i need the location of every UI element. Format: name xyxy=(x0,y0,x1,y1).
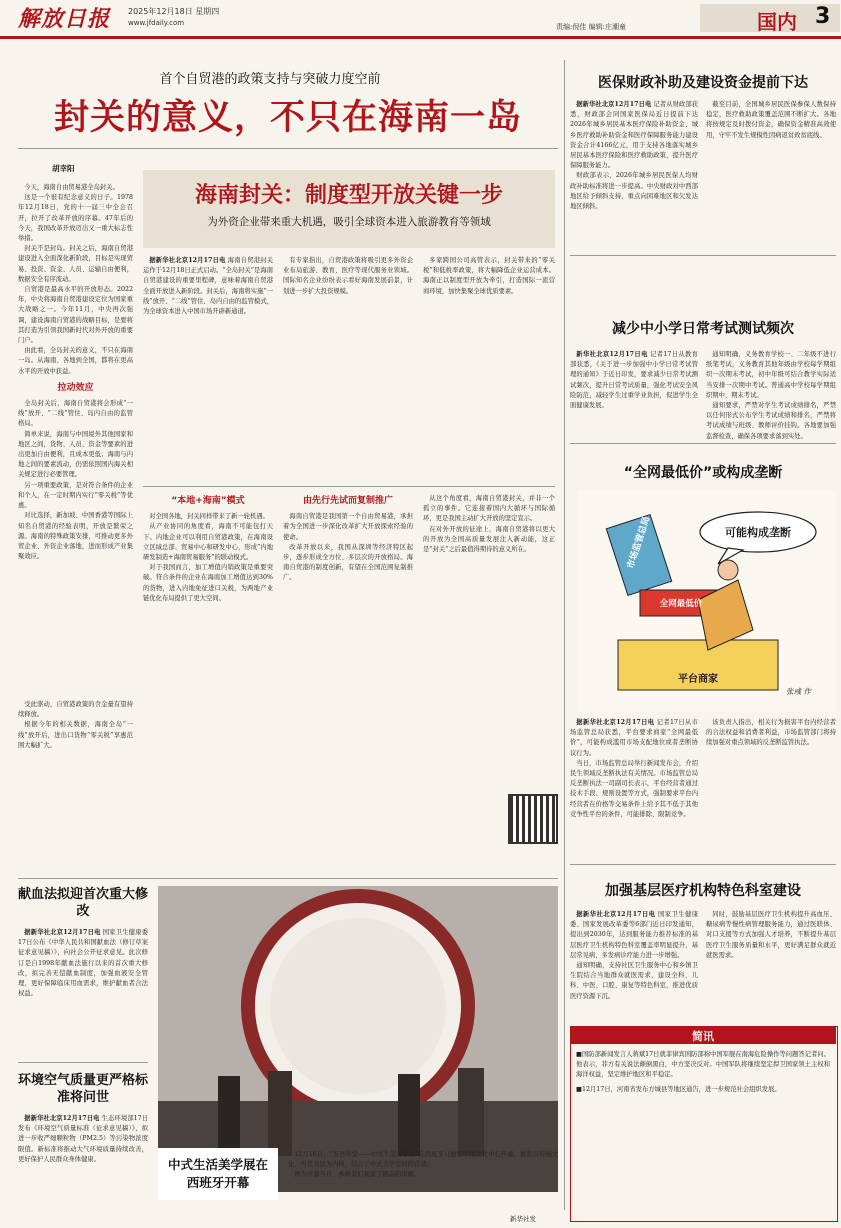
exam-text: 记者17日从教育部获悉，《关于进一步加强中小学日常考试管理的通知》于近日印发，要求减少日常考试测试频次，提升日常考试质量，强化考试安全风险防范，减轻学生过重学业负担，促进学生全面健康发展。 xyxy=(570,351,698,410)
hn-text: 海南自贸港封关运作于12月18日正式启动。“全岛封关”是海南自贸港建设的重要里程碑，意味着海南自贸港全面开放进入新阶段。封关后，海南将实施“一线”放开、“二线”管住、岛内自由的监管模式，为全球资本进入中国市场开辟新通道。 xyxy=(143,257,273,316)
editor-credits: 责编:倪佳 编辑:庄潮童 xyxy=(556,23,626,31)
hn-column-1 xyxy=(143,256,273,486)
exam-text: 通知明确，义务教育学校一、二年级不进行纸笔考试，义务教育其他年级由学校每学期组织一次期末考试，初中年级可结合教学实际适当安排一次期中考试。普通高中学校每学期组织期中、期末考试。 xyxy=(706,351,836,399)
hn-byline: 据新华社北京12月17日电 xyxy=(149,257,226,264)
lead-subheading: “本地+海南”模式 xyxy=(171,496,245,506)
lead-paragraph: 从这个角度看，海南自贸港封关，并非一个孤立的事件。它连接着国内大循环与国际循环，更是我国主动扩大开放的坚定宣示。 xyxy=(423,495,555,523)
photo-caption xyxy=(288,1150,558,1210)
hn-headline: 海南封关：制度型开放关键一步 xyxy=(194,183,503,208)
exam-column-1 xyxy=(570,350,698,440)
lowest-text: 记者17日从市场监管总局获悉，平台要求商家“全网最低价”，可能构成滥用市场支配地位或者垄断协议行为。 xyxy=(570,719,698,757)
photo-headline: 中式生活美学展在西班牙开幕 xyxy=(167,1157,268,1190)
masthead-rule xyxy=(0,36,841,39)
air-byline: 据新华社北京12月17日电 xyxy=(24,1115,100,1122)
air-text: 生态环境部17日发布《环境空气质量标准（征求意见稿）》，拟进一步收严细颗粒物（PM2.5）等污染物浓度限值。新标准将推动大气环境质量持续改善，更好保护人民群众身体健康。 xyxy=(18,1115,148,1163)
lead-paragraph: 受此驱动，自贸港政策的含金量有望持续释放。 xyxy=(18,701,133,719)
lead-column-3 xyxy=(283,494,413,874)
photo-sub-caption: 图为开幕当日，参观者们观看了展品的讲解。 xyxy=(294,1171,421,1179)
cartoon-artist: 张彧 作 xyxy=(786,687,811,696)
clinic-text: 国家卫生健康委、国家发展改革委等6部门近日印发通知，提出到2030年，达到服务能力推荐标准的基层医疗卫生机构特色科室覆盖率明显提升，基层常见病、多发病诊疗能力进一步增强。 xyxy=(570,911,698,959)
lead-paragraph: 海南自贸港是我国第一个自由贸易港，承担着为全国进一步深化改革扩大开放探索经验的使命。 xyxy=(283,513,413,541)
lead-paragraph: 改革开放以来，我国从深圳等经济特区起步，逐步形成全方位、多层次的开放格局。海南自贸港的制度创新，有望在全国范围复制推广。 xyxy=(283,543,413,582)
newspaper-logo: 解放日报 xyxy=(18,6,111,32)
medical-bottom-rule xyxy=(570,255,836,256)
lead-paragraph: 这是一个很有纪念意义的日子。1978年12月18日，党的十一届三中全会召开，拉开了改革开放的序幕。47年后的今天，我国改革开放迈出又一重大标志性举措。 xyxy=(18,194,133,243)
photo-credit: 新华社发 xyxy=(510,1215,536,1223)
lowest-bottom-rule xyxy=(570,864,836,865)
blood-text: 国家卫生健康委17日公布《中华人民共和国献血法（修订草案征求意见稿）》，向社会公开征求意见。此次修订是自1998年献血法施行以来的首次重大修改，拟完善无偿献血制度，加强血液安全管理，更好保障临床用血需求，维护献血者合法权益。 xyxy=(18,929,148,998)
medical-byline: 据新华社北京12月17日电 xyxy=(576,101,652,108)
brief-item: ■12月17日，河南省发布方城县等地区通告，进一步规范社会组织发展。 xyxy=(576,1085,781,1093)
exhibition-photo xyxy=(158,886,558,1192)
cartoon-illustration xyxy=(578,490,836,712)
lowest-text: 当日，市场监管总局举行新闻发布会，介绍民生领域反垄断执法有关情况。市场监管总局反垄断执法一司副司长表示，平台经营者通过技术手段、规则设置等方式，强制要求平台内经营者在价格等交易条件上给予其不低于其他竞争性平台的条件，可能排除、限制竞争。 xyxy=(570,759,698,818)
cartoon-tag-text: 全网最低价 xyxy=(659,599,703,609)
masthead xyxy=(0,0,841,40)
clinic-text: 同时，鼓励基层医疗卫生机构提升高血压、糖尿病等慢性病管理服务能力，通过医联体、对口支援等方式加强人才培养，不断提升基层医疗卫生服务质量和水平，更好满足群众就近就医需求。 xyxy=(706,911,836,959)
hn-text: 多家跨国公司高管表示，封关带来的“零关税”和低税率政策，将大幅降低企业运营成本。海南正以制度型开放为牵引，打造国际一流营商环境，加快集聚全球优质要素。 xyxy=(423,257,555,295)
lowest-headline: “全网最低价”或构成垄断 xyxy=(623,465,783,481)
exam-headline: 减少中小学日常考试测试频次 xyxy=(612,321,794,337)
air-headline: 环境空气质量更严格标准将问世 xyxy=(18,1073,149,1105)
lead-paragraph: 另一项重要政策，是对符合条件的企业和个人，在一定时期内实行“零关税”等优惠。 xyxy=(18,481,133,510)
medical-column-1 xyxy=(570,100,698,250)
cartoon-bubble-text: 可能构成垄断 xyxy=(725,526,791,539)
lead-paragraph: 今天，海南自由贸易港全岛封关。 xyxy=(24,184,119,191)
clinic-headline: 加强基层医疗机构特色科室建设 xyxy=(605,883,801,899)
lead-headline: 封关的意义，不只在海南一岛 xyxy=(53,98,522,138)
lead-paragraph: 封关不是封岛。封关之后，海南自贸港建设进入全面深化新阶段，目标是实现贸易、投资、资金、人员、运输自由便利，数据安全有序流动。 xyxy=(18,245,133,283)
briefs-content xyxy=(576,1050,830,1215)
hn-text: 有专家指出，自贸港政策将吸引更多外资企业布局旅游、教育、医疗等现代服务业领域。国际知名企业纷纷表示看好海南发展前景，计划进一步扩大投资规模。 xyxy=(283,257,413,295)
medical-column-2 xyxy=(706,100,836,250)
lead-column-1b xyxy=(18,700,133,880)
air-text-block xyxy=(18,1114,148,1220)
brief-item: ■国防部新闻发言人蒋斌17日就菲律宾国防部称中国军舰在南海危险操作等问题答记者问。他表示，菲方有关说法颠倒黑白，中方坚决反对。中国军队将继续坚定捍卫国家领土主权和海洋权益，坚定维护地区和平稳定。 xyxy=(576,1051,830,1079)
lowest-column-1 xyxy=(570,718,698,858)
section-name: 国内 xyxy=(757,10,797,34)
blood-headline: 献血法拟迎首次重大修改 xyxy=(18,887,149,919)
clinic-column-2 xyxy=(706,910,836,1020)
lowest-column-2 xyxy=(706,718,836,858)
lead-column-4 xyxy=(423,494,555,794)
lead-author: 胡幸阳 xyxy=(52,164,75,173)
lead-paragraph: 根据今年的相关数据，海南全岛“一线”放开后，进出口货物“零关税”享惠范围大幅扩大。 xyxy=(18,721,133,749)
issue-date: 2025年12月18日 星期四 xyxy=(128,7,220,16)
lead-headline-rule xyxy=(18,148,558,149)
exam-text: 通知要求，严禁对学生考试成绩排名，严禁以任何形式公布学生考试成绩和排名，严禁将考试成绩与班级、教师评价挂钩。各地要加强监督检查，确保各项要求落到实处。 xyxy=(706,402,836,440)
exam-byline: 新华社北京12月17日电 xyxy=(576,351,648,358)
lead-subheading: 由先行先试而复制推广 xyxy=(302,496,393,506)
photo-caption-text: 12月16日，“安吾草堂——中式生活美学展”在西班牙马德里中国文化中心开幕。展览以传统文化、当代表达为内核，结合了中式美学空间的营造。 xyxy=(288,1151,558,1169)
cartoon-sign-text: 市场监管总局 xyxy=(626,515,653,570)
medical-text: 财政部表示，2026年城乡居民医保人均财政补助标准将进一步提高。中央财政对中西部地区给予倾斜支持，重点向困难地区和欠发达地区倾斜。 xyxy=(570,172,698,211)
lead-paragraph: 对全国各地，封关同样带来了新一轮机遇。 xyxy=(149,513,269,521)
lead-paragraph: 由此看，全岛封关的意义，不只在海南一岛。从海南、各地到全国，都将在更高水平的开放中获益。 xyxy=(18,347,133,375)
lead-paragraph: 对于我国而言，加工增值内销政策是重要突破。符合条件的企业在海南加工增值达到30%的货物，进入内地免征进口关税，为两地产业链优化布局提供了更大空间。 xyxy=(143,564,273,602)
lead-column-1 xyxy=(18,183,133,693)
column-divider xyxy=(564,60,565,1210)
lead-kicker: 首个自贸港的政策支持与突破力度空前 xyxy=(159,72,381,87)
website: www.jfdaily.com xyxy=(128,19,185,27)
hn-column-2 xyxy=(283,256,413,486)
lead-paragraph: 简单来说，海南与中国境外其他国家和地区之间，货物、人员、资金等要素的进出更加自由便利，且成本更低；海南与内地之间的要素流动，仍需依照国内海关相关规定进行必要管理。 xyxy=(18,430,133,479)
lowest-byline: 据新华社北京12月17日电 xyxy=(576,719,655,726)
exhibition-drawing xyxy=(158,886,558,1192)
hn-subheadline: 为外资企业带来重大机遇，吸引全球资本进入旅游教育等领域 xyxy=(207,216,491,228)
cartoon-platform-text: 平台商家 xyxy=(678,674,718,685)
hn-column-3 xyxy=(423,256,555,486)
page-number: 3 xyxy=(815,4,831,29)
blood-bottom-rule xyxy=(18,1062,148,1063)
exam-bottom-rule xyxy=(570,443,836,444)
qr-code-icon[interactable] xyxy=(508,794,558,844)
lead-paragraph: 在对外开放的征途上，海南自贸港将以更大的开放为全国高质量发展注入新动能，这正是“封关”之后最值得期待的意义所在。 xyxy=(423,525,555,554)
lead-paragraph: 自贸港是最高水平的开放形态。2022年，中央将海南自贸港建设定位为国家重大战略之一。今年11月，中央再次强调，建设海南自贸港的战略目标，是要将其打造为引领我国新时代对外开放的重要门户。 xyxy=(18,286,133,345)
lead-column-2 xyxy=(143,494,273,874)
medical-text: 记者从财政部获悉，财政部会同国家医保局近日提前下达2026年城乡居民基本医疗保险补助资金、城乡医疗救助补助资金和医疗保障服务能力建设资金合计4166亿元，用于支持各地落实城乡居民基本医疗保险和医疗救助政策，提升医疗保障服务能力。 xyxy=(570,101,698,170)
lead-paragraph: 从产业协同的角度看，海南不可能包打天下。内地企业可以利用自贸港政策，在海南设立区域总部、贸易中心和研发中心，形成“内地研发制造+海南贸易服务”的联动模式。 xyxy=(143,523,273,562)
exam-column-2 xyxy=(706,350,836,440)
blood-byline: 据新华社北京12月17日电 xyxy=(24,929,101,936)
medical-text: 截至目前，全国城乡居民医保参保人数保持稳定，医疗救助政策覆盖范围不断扩大。各地将按规定及时拨付资金，确保资金精准高效使用，守牢不发生规模性因病返贫致贫底线。 xyxy=(706,101,836,139)
blood-text-block xyxy=(18,928,148,1058)
briefs-title: 简讯 xyxy=(692,1030,714,1043)
clinic-column-1 xyxy=(570,910,698,1020)
lead-paragraph: 全岛封关后，海南自贸港将会形成“一线”放开、“二线”管住、岛内自由的监管格局。 xyxy=(18,400,133,428)
lowest-text: 该负责人指出，相关行为损害平台内经营者的合法权益和消费者利益，市场监管部门将持续加强对重点领域的反垄断监管执法。 xyxy=(706,719,836,747)
clinic-byline: 据新华社北京12月17日电 xyxy=(576,911,656,918)
lead-paragraph: 对比选择，新加坡、中国香港等国际上知名自贸港的经验表明，开放是繁荣之源。海南的特殊政策安排，可推动更多外贸企业、外资企业落地，进而形成产业集聚效应。 xyxy=(18,512,133,561)
hn-bottom-rule xyxy=(143,486,555,487)
lead-subheading: 拉动效应 xyxy=(57,382,94,393)
medical-headline: 医保财政补助及建设资金提前下达 xyxy=(598,75,808,91)
bottom-section-rule xyxy=(18,878,558,879)
clinic-text: 通知明确，支持社区卫生服务中心和乡镇卫生院结合当地群众就医需求，建设全科、儿科、中医、口腔、康复等特色科室，推进优质医疗资源下沉。 xyxy=(570,962,698,1000)
